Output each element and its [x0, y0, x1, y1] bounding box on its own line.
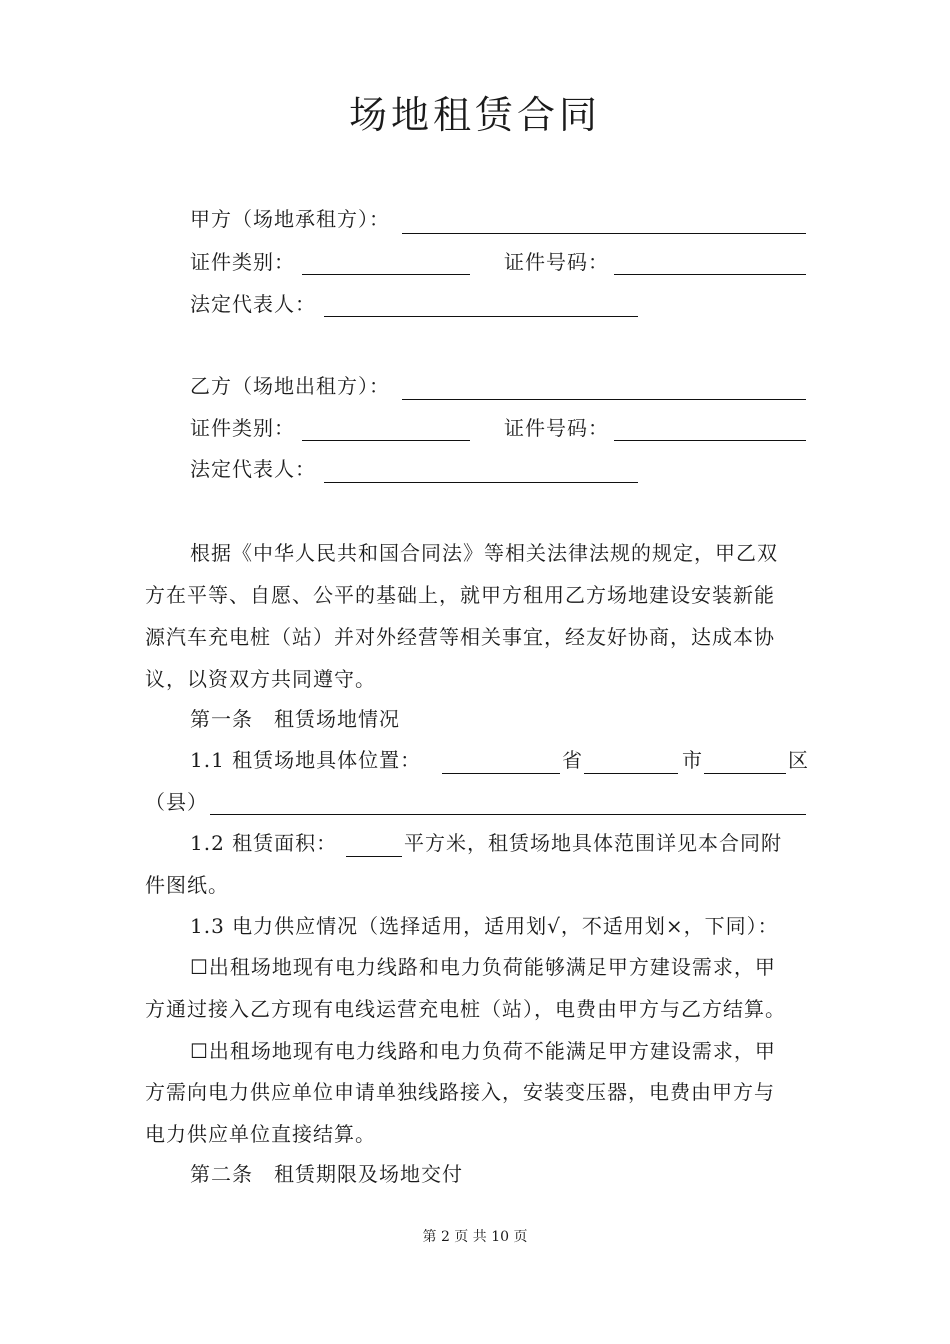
page-number: 第 2 页 共 10 页 [422, 1229, 528, 1245]
item-1-2-prefix: 1.2 租赁面积： [190, 831, 338, 855]
party-b-id-type-blank[interactable] [302, 440, 470, 441]
address-detail-blank[interactable] [210, 814, 806, 815]
party-b-id-number-blank[interactable] [614, 440, 806, 441]
party-a-name-blank[interactable] [402, 233, 806, 234]
article-2-heading: 第二条 租赁期限及场地交付 [190, 1162, 463, 1186]
province-blank[interactable] [442, 773, 560, 774]
party-a-id-number-blank[interactable] [614, 274, 806, 275]
city-blank[interactable] [584, 773, 678, 774]
party-b-id-type-label: 证件类别： [190, 416, 295, 440]
item-1-1-prefix: 1.1 租赁场地具体位置： [190, 748, 422, 772]
party-a-id-type-blank[interactable] [302, 274, 470, 275]
county-label: （县） [145, 790, 208, 814]
intro-line: 方在平等、自愿、公平的基础上，就甲方租用乙方场地建设安装新能 [145, 583, 775, 607]
party-a-legal-rep-blank[interactable] [324, 316, 638, 317]
item-1-2-rest: 平方米，租赁场地具体范围详见本合同附 [404, 831, 782, 855]
power-option-1-line: 方通过接入乙方现有电线运营充电桩（站），电费由甲方与乙方结算。 [145, 997, 786, 1021]
power-option-2-line[interactable]: ☐出租场地现有电力线路和电力负荷不能满足甲方建设需求，甲 [190, 1039, 776, 1063]
item-1-2-cont: 件图纸。 [145, 873, 229, 897]
party-b-label: 乙方（场地出租方）： [190, 374, 390, 398]
party-b-name-blank[interactable] [402, 399, 806, 400]
party-a-id-type-label: 证件类别： [190, 250, 295, 274]
district-blank[interactable] [704, 773, 786, 774]
intro-line: 根据《中华人民共和国合同法》等相关法律法规的规定，甲乙双 [190, 541, 778, 565]
intro-line: 源汽车充电桩（站）并对外经营等相关事宜，经友好协商，达成本协 [145, 625, 775, 649]
intro-line: 议，以资双方共同遵守。 [145, 667, 376, 691]
party-a-label: 甲方（场地承租方）： [190, 207, 390, 231]
document-title: 场地租赁合同 [348, 93, 601, 137]
party-b-id-number-label: 证件号码： [504, 416, 609, 440]
party-b-legal-rep-blank[interactable] [324, 482, 638, 483]
party-a-legal-rep-label: 法定代表人： [190, 292, 316, 316]
power-option-1-line[interactable]: ☐出租场地现有电力线路和电力负荷能够满足甲方建设需求，甲 [190, 955, 776, 979]
power-option-2-line: 电力供应单位直接结算。 [145, 1122, 376, 1146]
party-a-id-number-label: 证件号码： [504, 250, 609, 274]
district-label: 区 [788, 748, 809, 772]
area-blank[interactable] [346, 856, 402, 857]
power-option-2-line: 方需向电力供应单位申请单独线路接入，安装变压器，电费由甲方与 [145, 1080, 775, 1104]
party-b-legal-rep-label: 法定代表人： [190, 457, 316, 481]
city-label: 市 [682, 748, 703, 772]
article-1-heading: 第一条 租赁场地情况 [190, 707, 400, 731]
item-1-3: 1.3 电力供应情况（选择适用，适用划√，不适用划×，下同）： [190, 914, 779, 938]
province-label: 省 [562, 748, 583, 772]
